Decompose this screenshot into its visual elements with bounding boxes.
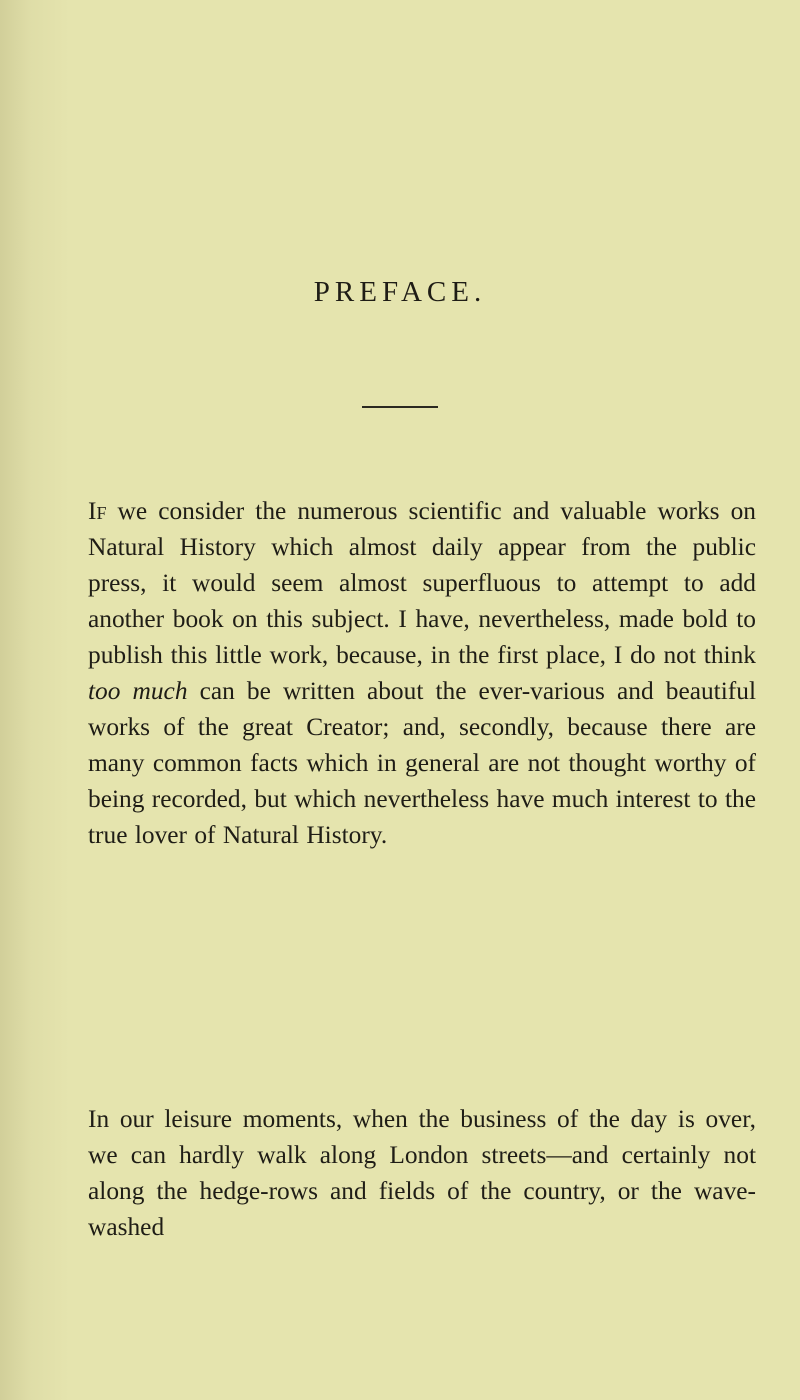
- paragraph-2-text: In our leisure moments, when the business of the day is over, we can hardly walk along London streets—and certainly not along the hedge-rows and fields of the country, or the wave-washed: [88, 1105, 756, 1241]
- title-rule: [362, 406, 438, 408]
- paragraph-1-text-a: we consider the numerous scientific and valuable works on Natural History which almost daily appear from the public press, it would seem almost superfluous to attempt to add another book on this subject. I have, nevertheless, made bold to publish this little work, because, in the first place, I do not think: [88, 497, 756, 669]
- paragraph-1-emphasis: too much: [88, 677, 188, 705]
- paragraph-2: [88, 1101, 756, 1245]
- page-title: PREFACE.: [313, 276, 487, 308]
- paragraph-1-lead: If: [88, 497, 107, 525]
- paragraph-1: [88, 493, 756, 853]
- paragraph-1-text-b: can be written about the ever-various and beautiful works of the great Creator; and, secondly, because there are many common facts which in general are not thought worthy of being recorded, but which nevertheless have much interest to the true lover of Natural History.: [88, 677, 756, 849]
